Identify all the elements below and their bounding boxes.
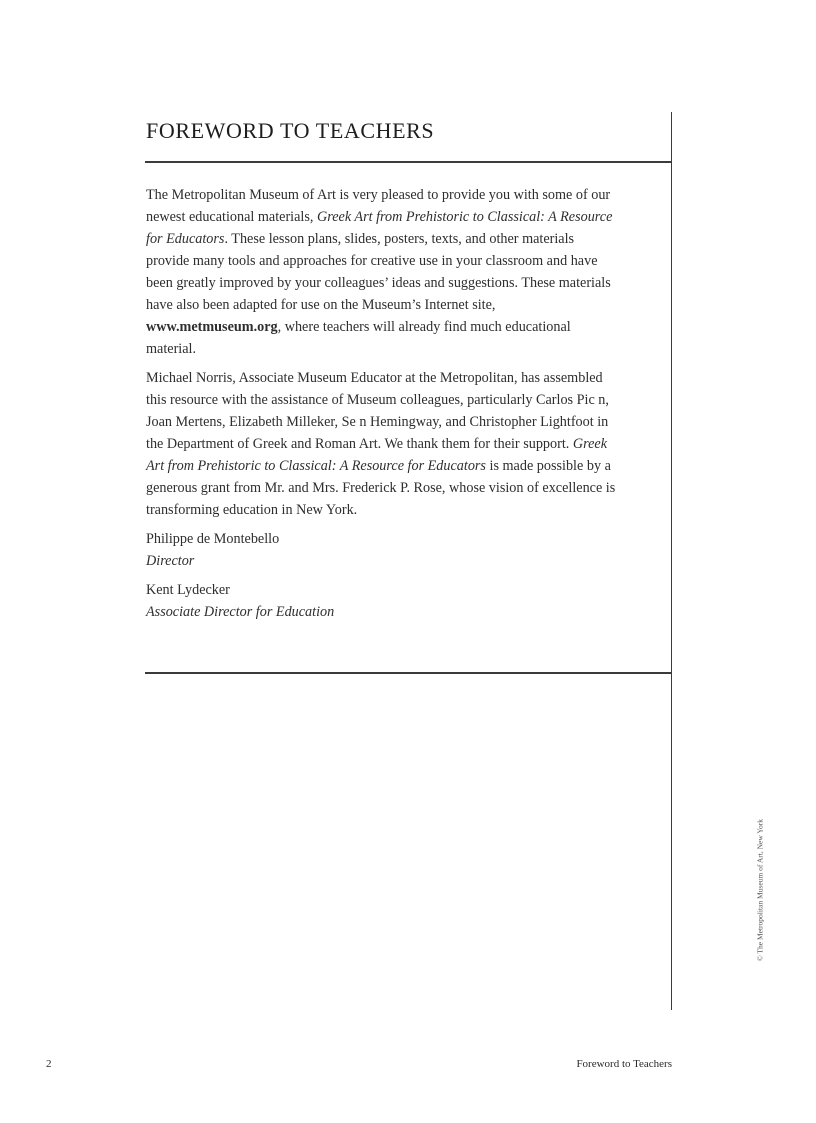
signature-director (146, 528, 616, 572)
ack-text-1: Michael Norris, Associate Museum Educator at the Metropolitan, has assembled this resource with the assistance of Museum colleagues, particularly Carlos Pic n, Joan Mertens, Elizabeth Milleker, Se n Hemingway, and Christopher Lightfoot in the Department of Greek and Roman Art. We thank them for their support. (146, 370, 609, 452)
resource-title-italic-2: Greek Art from Prehistoric to Classical: A Resource for Educators (146, 436, 608, 474)
signature-name: Kent Lydecker (146, 582, 230, 598)
foreword-body (146, 184, 616, 630)
title-underline-rule (145, 161, 672, 163)
vertical-rule (671, 112, 672, 1010)
resource-title-italic: Greek Art from Prehistoric to Classical: A Resource for Educators (146, 209, 613, 247)
intro-text-3: , where teachers will already find much educational material. (146, 319, 571, 357)
ack-text-2: is made possible by a generous grant from Mr. and Mrs. Frederick P. Rose, whose vision of excellence is transforming education in New York. (146, 458, 616, 518)
acknowledgements-paragraph (146, 367, 616, 521)
copyright-notice: © The Metropolitan Museum of Art, New York (755, 818, 765, 962)
signature-role: Director (146, 553, 195, 569)
intro-paragraph (146, 184, 616, 360)
signature-role: Associate Director for Education (146, 604, 335, 620)
intro-text-1: The Metropolitan Museum of Art is very pleased to provide you with some of our newest educational materials, (146, 187, 611, 225)
signature-associate-director (146, 579, 616, 623)
running-footer: Foreword to Teachers (576, 1058, 672, 1070)
intro-text-2: . These lesson plans, slides, posters, texts, and other materials provide many tools and approaches for creative use in your classroom and have been greatly improved by your colleagues’ ideas and suggestions. These materials have also been adapted for use on the Museum’s Internet site, (146, 231, 611, 313)
page-number: 2 (46, 1058, 52, 1070)
signature-name: Philippe de Montebello (146, 531, 280, 547)
website-link[interactable]: www.metmuseum.org (146, 319, 278, 335)
bottom-rule (145, 672, 672, 674)
page-title: FOREWORD TO TEACHERS (146, 118, 435, 143)
